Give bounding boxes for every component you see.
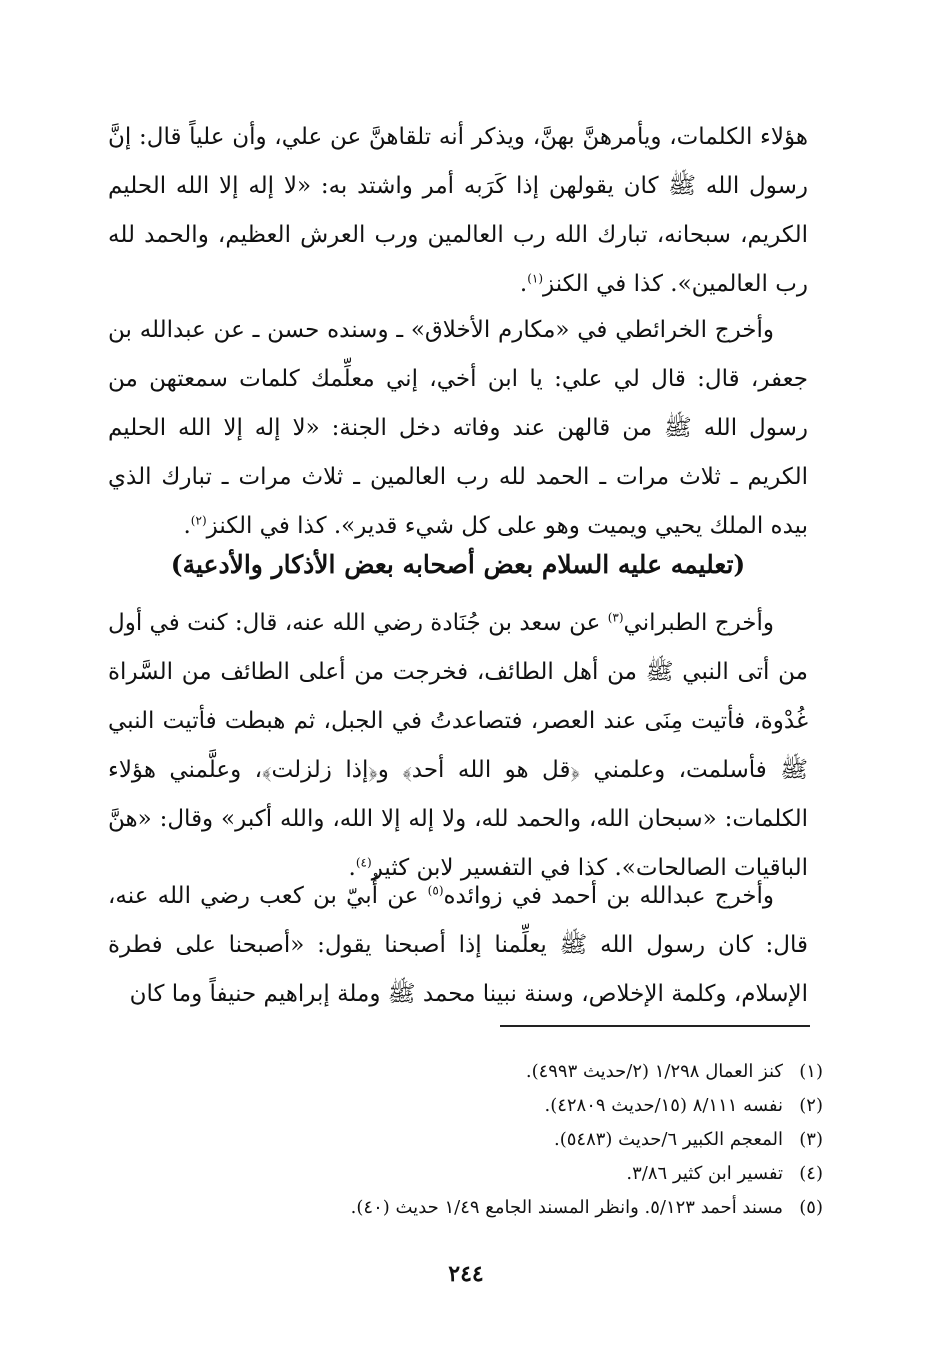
footnote-number: (٢) (799, 1095, 823, 1116)
page-number: ٢٤٤ (448, 1261, 484, 1287)
paragraph-2 (108, 306, 808, 551)
paragraph-4-start: وأخرج عبدالله بن أحمد في زوائده (443, 883, 774, 909)
paragraph-1-end: . (519, 271, 528, 297)
footnote-item (108, 1157, 823, 1191)
footnote-text: مسند أحمد ٥/١٢٣. وانظر المسند الجامع ١/٤٩ حديث (٤٠). (350, 1197, 783, 1218)
footnote-divider (500, 1025, 810, 1027)
paragraph-2-text: وأخرج الخرائطي في «مكارم الأخلاق» ـ وسنده حسن ـ عن عبدالله بن جعفر، قال: قال لي علي: يا ابن أخي، إني معلِّمك كلمات سمعتهن من رسول الله ﷺ من قالهن عند وفاته دخل الجنة: «لا إله إلا الله الحليم الكريم ـ ثلاث مرات ـ الحمد لله رب العالمين ـ ثلاث مرات ـ تبارك الذي بيده الملك يحيي ويميت وهو على كل شيء قدير». كذا في الكنز (108, 317, 808, 539)
section-heading: (تعليمه عليه السلام بعض أصحابه بعض الأذكار والأدعية) (170, 550, 746, 579)
paragraph-3-text: عن سعد بن جُنَادة رضي الله عنه، قال: كنت في أول من أتى النبي ﷺ من أهل الطائف، فخرجت من أعلى الطائف من السَّراة غُدْوة، فأتيت مِنَى عند العصر، فتصاعدتُ في الجبل، ثم هبطت فأتيت النبي ﷺ فأسلمت، وعلمني ﴿قل هو الله أحد﴾ و﴿إذا زلزلت﴾، وعلَّمني هؤلاء الكلمات: «سبحان الله، والحمد لله، ولا إله إلا الله، والله أكبر» وقال: «هنَّ الباقيات الصالحات». كذا في التفسير لابن كثير (108, 610, 808, 881)
paragraph-4-text: عن أُبيّ بن كعب رضي الله عنه، قال: كان رسول الله ﷺ يعلِّمنا إذا أصبحنا يقول: «أصبحنا على فطرة الإسلام، وكلمة الإخلاص، وسنة نبينا محمد ﷺ وملة إبراهيم حنيفاً وما كان (108, 883, 808, 1007)
footnotes (108, 1055, 823, 1225)
footnote-item (108, 1191, 823, 1225)
footnote-number: (٤) (799, 1163, 823, 1184)
paragraph-2-end: . (183, 513, 191, 539)
paragraph-3-end: . (348, 855, 356, 881)
paragraph-1-text: هؤلاء الكلمات، ويأمرهنَّ بهنَّ، ويذكر أنه تلقاهنَّ عن علي، وأن علياً قال: إنَّ رسول الله ﷺ كان يقولهن إذا كَرَبه أمر واشتد به: «لا إله إلا الله الحليم الكريم، سبحانه، تبارك الله رب العالمين ورب العرش العظيم، والحمد لله رب العالمين». كذا في الكنز (108, 124, 808, 297)
footnote-text: المعجم الكبير ٦/حديث (٥٤٨٣). (553, 1129, 783, 1150)
footnote-ref-5: (٥) (427, 883, 444, 898)
footnote-number: (٣) (799, 1129, 823, 1150)
footnote-number: (٥) (799, 1197, 823, 1218)
paragraph-1 (108, 113, 808, 309)
footnote-ref-2: (٢) (190, 513, 207, 528)
footnote-item (108, 1123, 823, 1157)
footnote-text: كنز العمال ١/٢٩٨ (٢/حديث ٤٩٩٣). (525, 1061, 783, 1082)
footnote-ref-1: (١) (527, 271, 544, 286)
paragraph-3-start: وأخرج الطبراني (623, 610, 775, 636)
footnote-number: (١) (799, 1061, 823, 1082)
paragraph-4 (108, 872, 808, 1019)
paragraph-3 (108, 599, 808, 893)
footnote-text: نفسه ٨/١١١ (١٥/حديث ٤٢٨٠٩). (544, 1095, 783, 1116)
footnote-ref-4: (٤) (355, 855, 372, 870)
footnote-item (108, 1055, 823, 1089)
footnote-item (108, 1089, 823, 1123)
footnote-ref-3: (٣) (607, 610, 624, 625)
footnote-text: تفسير ابن كثير ٣/٨٦. (626, 1163, 783, 1184)
